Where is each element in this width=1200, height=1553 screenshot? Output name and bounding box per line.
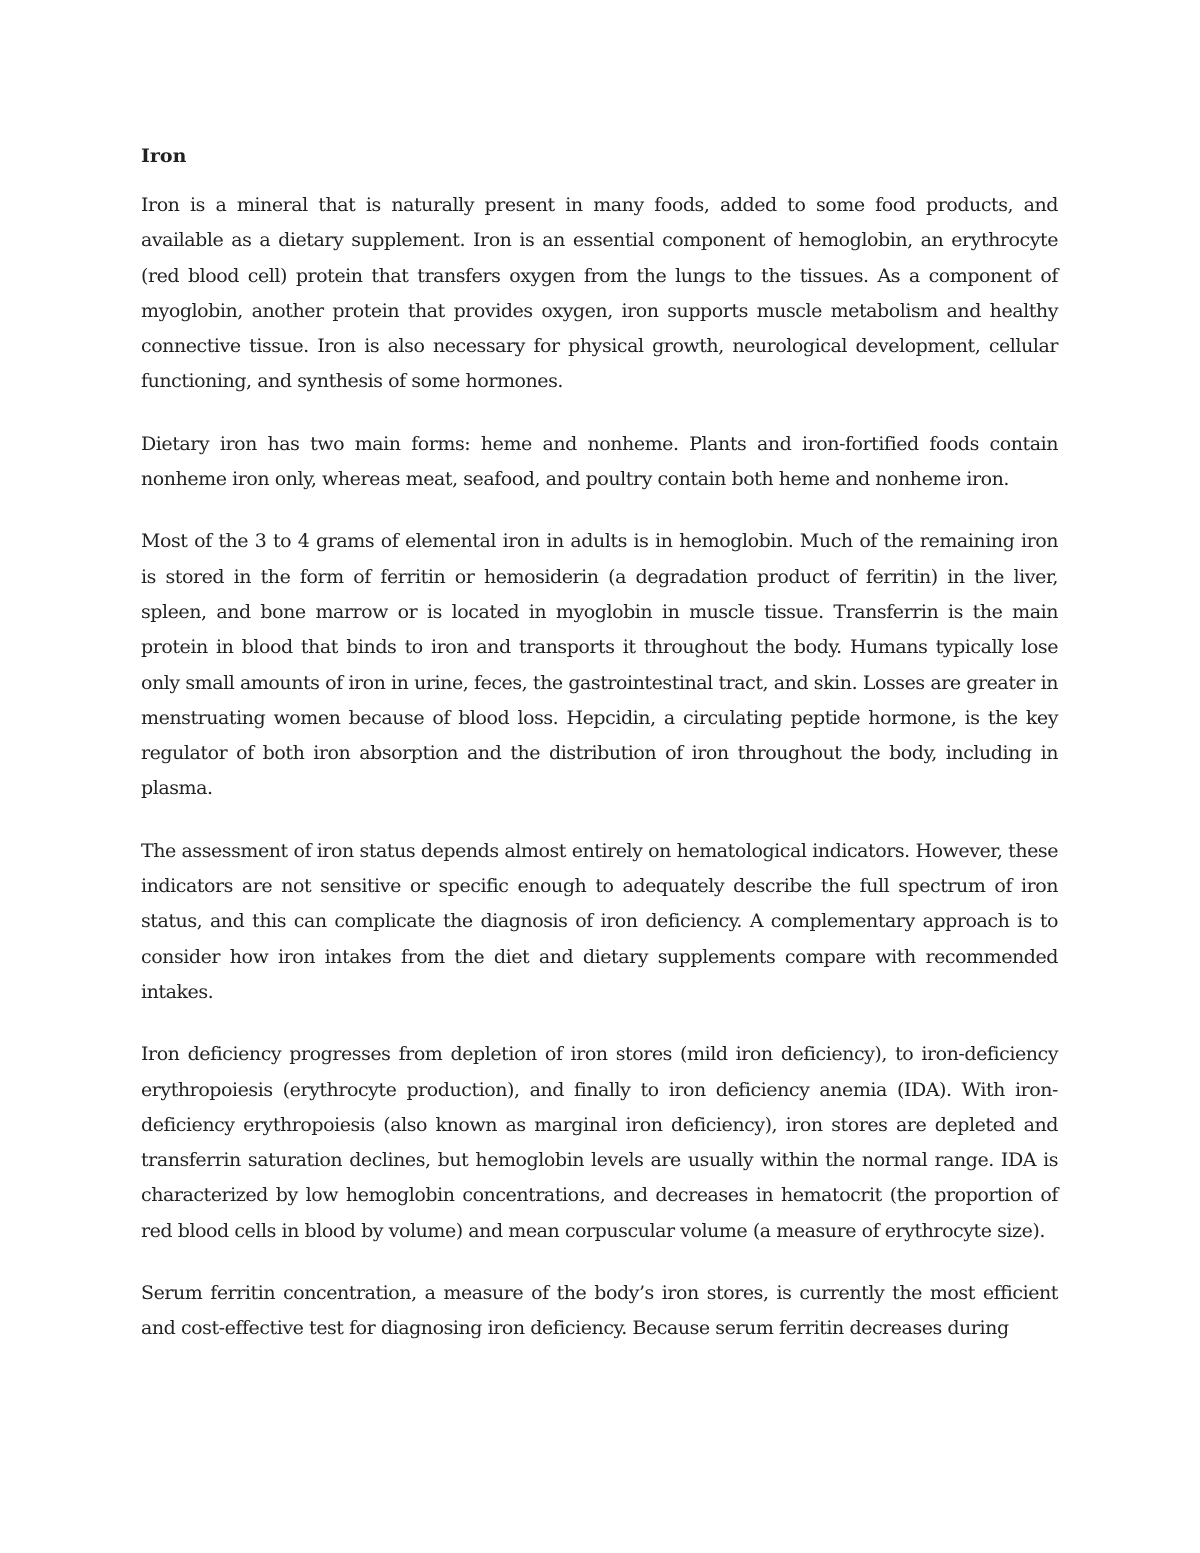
document-body <box>141 139 1058 1374</box>
paragraph-deficiency: Iron deficiency progresses from depletion of iron stores (mild iron deficiency), to iron-deficiency erythropoiesis (erythrocyte production), and finally to iron deficiency anemia (IDA). With iron-deficiency erythropoiesis (also known as marginal iron deficiency), iron stores are depleted and transferrin saturation declines, but hemoglobin levels are usually within the normal range. IDA is characterized by low hemoglobin concentrations, and decreases in hematocrit (the proportion of red blood cells in blood by volume) and mean corpuscular volume (a measure of erythrocyte size). <box>141 1043 1058 1242</box>
paragraph-intro: Iron is a mineral that is naturally present in many foods, added to some food products, and available as a dietary supplement. Iron is an essential component of hemoglobin, an erythrocyte (red blood cell) protein that transfers oxygen from the lungs to the tissues. As a component of myoglobin, another protein that provides oxygen, iron supports muscle metabolism and healthy connective tissue. Iron is also necessary for physical growth, neurological development, cellular functioning, and synthesis of some hormones. <box>141 194 1058 393</box>
paragraph-assessment: The assessment of iron status depends almost entirely on hematological indicators. However, these indicators are not sensitive or specific enough to adequately describe the full spectrum of iron status, and this can complicate the diagnosis of iron deficiency. A complementary approach is to consider how iron intakes from the diet and dietary supplements compare with recommended intakes. <box>141 839 1058 1003</box>
paragraph-iron-storage: Most of the 3 to 4 grams of elemental iron in adults is in hemoglobin. Much of the remaining iron is stored in the form of ferritin or hemosiderin (a degradation product of ferritin) in the liver, spleen, and bone marrow or is located in myoglobin in muscle tissue. Transferrin is the main protein in blood that binds to iron and transports it throughout the body. Humans typically lose only small amounts of iron in urine, feces, the gastrointestinal tract, and skin. Losses are greater in menstruating women because of blood loss. Hepcidin, a circulating peptide hormone, is the key regulator of both iron absorption and the distribution of iron throughout the body, including in plasma. <box>141 530 1058 800</box>
paragraph-serum-ferritin: Serum ferritin concentration, a measure of the body’s iron stores, is currently the most efficient and cost-effective test for diagnosing iron deficiency. Because serum ferritin decreases during <box>141 1282 1058 1340</box>
document-title: Iron <box>141 145 187 167</box>
paragraph-dietary-forms: Dietary iron has two main forms: heme and nonheme. Plants and iron-fortified foods contain nonheme iron only, whereas meat, seafood, and poultry contain both heme and nonheme iron. <box>141 432 1058 491</box>
